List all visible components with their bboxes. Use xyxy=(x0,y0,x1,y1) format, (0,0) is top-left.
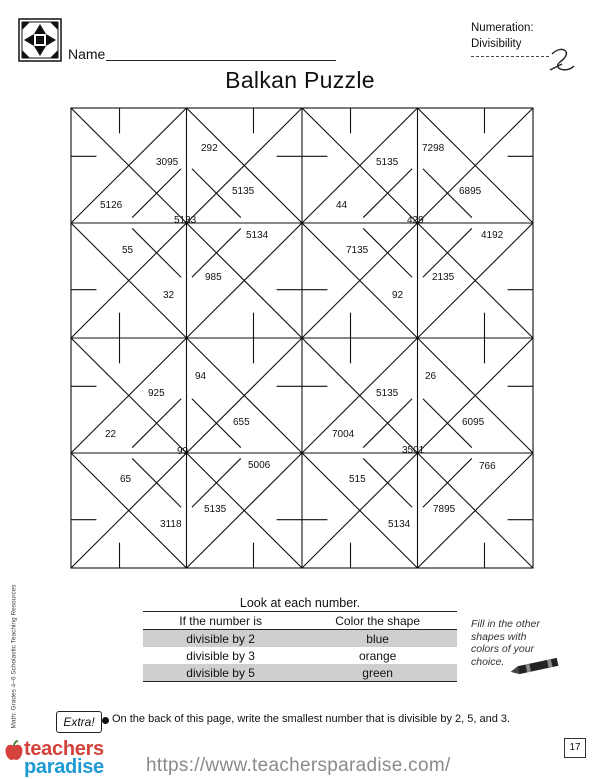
puzzle-number: 2135 xyxy=(432,272,455,283)
puzzle-number: 5006 xyxy=(248,460,271,471)
puzzle-number: 65 xyxy=(120,474,132,485)
puzzle-number: 99 xyxy=(177,446,189,457)
puzzle-number: 4192 xyxy=(481,230,504,241)
topic-line-1: Numeration: xyxy=(471,22,534,34)
puzzle-number: 55 xyxy=(122,245,134,256)
puzzle-number: 5126 xyxy=(100,200,123,211)
color-key-row xyxy=(143,647,457,664)
brand-paradise: paradise xyxy=(24,756,104,778)
puzzle-number: 44 xyxy=(336,200,348,211)
puzzle-number: 7895 xyxy=(433,504,456,515)
puzzle-number: 985 xyxy=(205,272,222,283)
extra-badge: Extra! xyxy=(56,711,102,733)
crayon-icon xyxy=(508,656,568,676)
topic-label xyxy=(471,20,534,52)
puzzle-number: 5134 xyxy=(246,230,269,241)
page-title: Balkan Puzzle xyxy=(225,67,375,93)
color-cell: blue xyxy=(298,630,457,648)
color-cell: orange xyxy=(358,648,397,663)
col-header-color: Color the shape xyxy=(298,612,457,630)
quilt-block-logo xyxy=(18,18,62,62)
instructions-heading: Look at each number. xyxy=(239,596,361,610)
topic-line-2: Divisibility xyxy=(471,38,522,50)
side-note: Fill in the other shapes with colors of your choice. xyxy=(471,618,540,668)
puzzle-number: 5135 xyxy=(232,186,255,197)
rule-cell: divisible by 3 xyxy=(186,648,255,663)
puzzle-number: 26 xyxy=(425,371,437,382)
extra-instruction: On the back of this page, write the smallest number that is divisible by 2, 5, and 3. xyxy=(112,713,511,725)
puzzle-number: 94 xyxy=(195,371,207,382)
puzzle-number: 7004 xyxy=(332,429,355,440)
name-blank-line[interactable] xyxy=(106,60,336,61)
puzzle-number: 7298 xyxy=(422,143,445,154)
rule-cell: divisible by 5 xyxy=(143,664,298,682)
puzzle-number: 5133 xyxy=(174,215,197,226)
color-key-table xyxy=(143,611,457,682)
puzzle-number: 92 xyxy=(392,290,404,301)
puzzle-number: 5134 xyxy=(388,519,411,530)
col-header-rule: If the number is xyxy=(143,612,298,630)
puzzle-number: 655 xyxy=(233,417,250,428)
puzzle-number: 7135 xyxy=(346,245,369,256)
puzzle-number: 3095 xyxy=(156,157,179,168)
puzzle-number: 515 xyxy=(349,474,366,485)
color-cell: green xyxy=(298,664,457,682)
puzzle-number: 3501 xyxy=(402,445,425,456)
page-number: 17 xyxy=(564,738,586,758)
name-label: Name xyxy=(68,46,106,62)
apple-icon xyxy=(4,740,24,762)
balkan-puzzle-grid xyxy=(70,107,534,569)
color-key-header-row xyxy=(143,612,457,630)
puzzle-number: 6895 xyxy=(459,186,482,197)
puzzle-number: 5135 xyxy=(376,157,399,168)
rule-cell: divisible by 2 xyxy=(143,630,298,648)
color-key-row xyxy=(143,664,457,682)
puzzle-number: 22 xyxy=(105,429,117,440)
puzzle-number: 5135 xyxy=(204,504,227,515)
puzzle-number: 766 xyxy=(479,461,496,472)
topic-dashed-rule xyxy=(471,56,549,57)
publisher-credit: Math: Grades 4–6 Scholastic Teaching Resources xyxy=(10,584,18,729)
puzzle-number: 3118 xyxy=(160,519,182,530)
color-key-row xyxy=(143,630,457,648)
puzzle-number: 292 xyxy=(201,143,218,154)
puzzle-number: 5135 xyxy=(376,388,399,399)
puzzle-number: 32 xyxy=(163,290,175,301)
puzzle-number: 429 xyxy=(407,215,424,226)
extra-bullet-icon xyxy=(102,717,109,724)
puzzle-number: 6095 xyxy=(462,417,485,428)
puzzle-number: 925 xyxy=(148,388,165,399)
site-url[interactable]: https://www.teachersparadise.com/ xyxy=(146,755,451,776)
brand-teachers: teachers xyxy=(24,738,104,760)
